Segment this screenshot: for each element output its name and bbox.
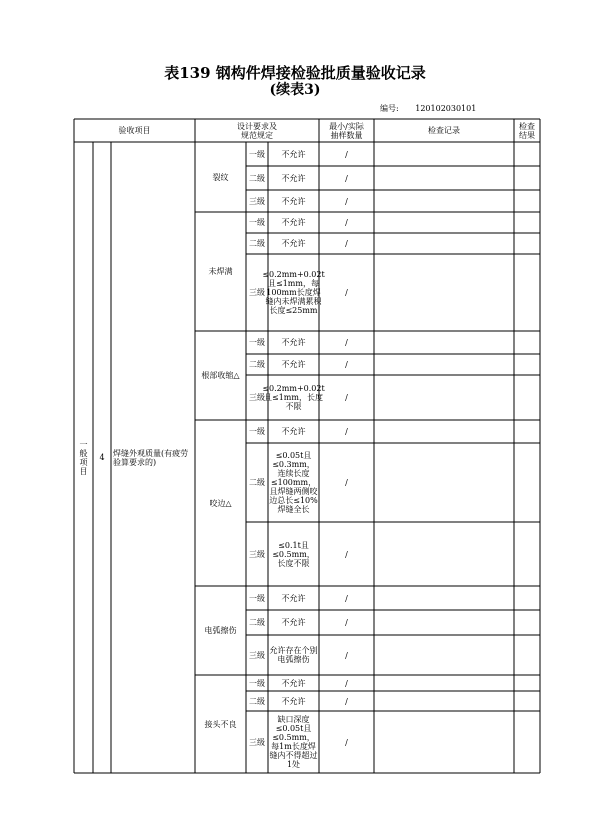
grade-cell-text: 一级 — [249, 593, 265, 603]
grade-cell — [246, 212, 268, 233]
requirement-cell-text: 不允许 — [281, 218, 306, 227]
requirement-cell — [268, 212, 319, 233]
grade-cell-text: 一级 — [249, 218, 265, 227]
requirement-cell — [268, 586, 319, 610]
requirement-cell — [268, 691, 319, 711]
result-cell — [514, 675, 540, 691]
sample-cell-text: / — [345, 218, 348, 227]
sample-cell — [319, 675, 374, 691]
result-cell — [514, 166, 540, 190]
sample-cell-text: / — [345, 650, 348, 660]
category-label: 一般项目 — [79, 439, 88, 476]
grade-cell-text: 二级 — [249, 618, 265, 627]
requirement-cell-text: ≤0.1t且≤0.5mm，长度不限 — [272, 540, 315, 568]
sample-cell — [319, 586, 374, 610]
grade-cell — [246, 190, 268, 212]
requirement-cell — [268, 610, 319, 635]
header-result — [514, 119, 540, 142]
requirement-cell-text: 不允许 — [281, 360, 306, 369]
sample-cell — [319, 254, 374, 331]
requirement-cell-text: 不允许 — [281, 696, 306, 706]
sample-cell — [319, 375, 374, 420]
record-cell — [374, 586, 514, 610]
sample-cell-text: / — [345, 239, 348, 248]
record-cell — [374, 691, 514, 711]
sample-cell — [319, 212, 374, 233]
defect-name — [195, 331, 246, 420]
requirement-cell — [268, 443, 319, 522]
requirement-cell — [268, 142, 319, 166]
sample-cell — [319, 233, 374, 254]
grade-cell — [246, 331, 268, 354]
item-name — [111, 142, 195, 773]
record-cell — [374, 142, 514, 166]
grade-cell — [246, 443, 268, 522]
record-cell — [374, 711, 514, 773]
requirement-cell-text: 不允许 — [281, 427, 306, 436]
header-result-text: 检查 结果 — [519, 121, 535, 140]
requirement-cell-text: 不允许 — [281, 149, 306, 159]
grade-cell-text: 三级 — [249, 288, 265, 297]
grade-cell — [246, 586, 268, 610]
record-cell — [374, 354, 514, 375]
requirement-cell — [268, 711, 319, 773]
sample-cell — [319, 166, 374, 190]
grade-cell — [246, 691, 268, 711]
sample-cell — [319, 691, 374, 711]
sample-cell-text: / — [345, 737, 348, 747]
defect-name-text: 接头不良 — [204, 719, 237, 729]
grade-cell — [246, 420, 268, 443]
code-value: 120102030101 — [415, 104, 477, 113]
record-cell — [374, 166, 514, 190]
grade-cell-text: 三级 — [249, 650, 265, 660]
result-cell — [514, 711, 540, 773]
result-cell — [514, 212, 540, 233]
record-cell — [374, 331, 514, 354]
requirement-cell-text: ≤0.05t且≤0.3mm，连续长度≤100mm，且焊缝两侧咬边总长≤10%焊缝全长 — [269, 451, 318, 514]
grade-cell — [246, 166, 268, 190]
sample-cell-text: / — [345, 173, 348, 183]
requirement-cell-text: 不允许 — [281, 593, 306, 603]
requirement-cell — [268, 675, 319, 691]
sample-cell — [319, 522, 374, 586]
record-cell — [374, 375, 514, 420]
defect-name-text: 电弧擦伤 — [204, 626, 237, 635]
sample-cell-text: / — [345, 393, 348, 402]
defect-name-text: 裂纹 — [212, 172, 229, 182]
result-cell — [514, 233, 540, 254]
result-cell — [514, 375, 540, 420]
record-cell — [374, 212, 514, 233]
sample-cell — [319, 331, 374, 354]
result-cell — [514, 443, 540, 522]
requirement-cell-text: 不允许 — [281, 678, 306, 688]
defect-name-text: 未焊满 — [208, 267, 233, 276]
sample-cell — [319, 711, 374, 773]
sample-cell-text: / — [345, 549, 348, 559]
record-cell — [374, 522, 514, 586]
grade-cell-text: 一级 — [249, 149, 265, 159]
grade-cell-text: 三级 — [249, 393, 265, 402]
defect-name-text: 根部收缩△ — [201, 371, 240, 380]
defect-name-text: 咬边△ — [209, 498, 232, 508]
record-cell — [374, 443, 514, 522]
sample-cell-text: / — [345, 696, 348, 706]
sample-cell-text: / — [345, 478, 348, 487]
result-cell — [514, 522, 540, 586]
sample-cell-text: / — [345, 196, 348, 206]
requirement-cell — [268, 522, 319, 586]
item-number-text: 4 — [99, 453, 105, 462]
category-cell — [74, 142, 93, 773]
record-cell — [374, 635, 514, 675]
record-cell — [374, 420, 514, 443]
requirement-cell-text: 不允许 — [281, 239, 306, 248]
sample-cell-text: / — [345, 678, 348, 688]
defect-name — [195, 142, 246, 212]
header-design — [195, 119, 319, 142]
requirement-cell-text: ≤0.2mm+0.02t且≤1mm，每100mm长度焊缝内未焊满累积长度≤25mm — [262, 270, 325, 315]
sample-cell — [319, 610, 374, 635]
sample-cell — [319, 190, 374, 212]
item-number — [93, 142, 111, 773]
result-cell — [514, 586, 540, 610]
result-cell — [514, 142, 540, 166]
sample-cell-text: / — [345, 618, 348, 627]
record-cell — [374, 675, 514, 691]
grade-cell — [246, 233, 268, 254]
document-title: 表139 钢构件焊接检验批质量验收记录 — [164, 64, 426, 82]
requirement-cell-text: 不允许 — [281, 173, 306, 183]
requirement-cell-text: 允许存在个别电弧擦伤 — [269, 646, 318, 664]
header-sample — [319, 119, 374, 142]
requirement-cell-text: 不允许 — [281, 618, 306, 627]
requirement-cell — [268, 331, 319, 354]
header-design-text: 设计要求及 规范规定 — [237, 121, 277, 140]
requirement-cell-text: ≤0.2mm+0.02t且≤1mm，长度不限 — [262, 384, 325, 411]
result-cell — [514, 420, 540, 443]
requirement-cell — [262, 375, 325, 420]
requirement-cell — [268, 190, 319, 212]
grade-cell-text: 一级 — [249, 338, 265, 347]
sample-cell — [319, 142, 374, 166]
defect-name — [195, 586, 246, 675]
grade-cell-text: 三级 — [249, 196, 265, 206]
result-cell — [514, 610, 540, 635]
sample-cell — [319, 443, 374, 522]
grade-cell-text: 二级 — [249, 478, 265, 487]
requirement-cell — [268, 635, 319, 675]
sample-cell-text: / — [345, 338, 348, 347]
grade-cell — [246, 354, 268, 375]
result-cell — [514, 254, 540, 331]
header-item — [74, 119, 195, 142]
grade-cell-text: 二级 — [249, 696, 265, 706]
result-cell — [514, 354, 540, 375]
requirement-cell-text: 不允许 — [281, 196, 306, 206]
sample-cell-text: / — [345, 288, 348, 297]
requirement-cell — [262, 254, 325, 331]
defect-name — [195, 212, 246, 331]
grade-cell-text: 三级 — [249, 737, 265, 747]
grade-cell-text: 二级 — [249, 239, 265, 248]
sample-cell-text: / — [345, 427, 348, 436]
grade-cell — [246, 610, 268, 635]
sample-cell-text: / — [345, 149, 348, 159]
grade-cell — [246, 522, 268, 586]
result-cell — [514, 635, 540, 675]
grade-cell-text: 二级 — [249, 173, 265, 183]
requirement-cell-text: 缺口深度≤0.05t且≤0.5mm，每1m长度焊缝内不得超过1处 — [269, 715, 318, 769]
grade-cell — [246, 142, 268, 166]
header-record — [374, 119, 514, 142]
requirement-cell-text: 不允许 — [281, 338, 306, 347]
requirement-cell — [268, 166, 319, 190]
record-cell — [374, 190, 514, 212]
record-cell — [374, 610, 514, 635]
grade-cell — [246, 635, 268, 675]
defect-name — [195, 675, 246, 773]
header-record-text: 检查记录 — [428, 126, 460, 135]
sample-cell-text: / — [345, 360, 348, 369]
grade-cell-text: 三级 — [249, 549, 265, 559]
document-subtitle: (续表3) — [269, 82, 321, 98]
header-item-text: 验收项目 — [118, 126, 151, 135]
grade-cell-text: 一级 — [249, 678, 265, 688]
result-cell — [514, 331, 540, 354]
result-cell — [514, 691, 540, 711]
record-cell — [374, 254, 514, 331]
item-name-text: 焊缝外观质量(有疲劳验算要求的) — [113, 448, 189, 467]
grade-cell — [246, 675, 268, 691]
requirement-cell — [268, 420, 319, 443]
requirement-cell — [268, 354, 319, 375]
record-cell — [374, 233, 514, 254]
sample-cell — [319, 635, 374, 675]
code-label: 编号: — [380, 104, 399, 113]
grade-cell-text: 二级 — [249, 360, 265, 369]
header-sample-text: 最小/实际 抽样数量 — [329, 121, 364, 140]
result-cell — [514, 190, 540, 212]
sample-cell-text: / — [345, 593, 348, 603]
grade-cell-text: 一级 — [249, 427, 265, 436]
grade-cell — [246, 711, 268, 773]
defect-name — [195, 420, 246, 586]
requirement-cell — [268, 233, 319, 254]
sample-cell — [319, 420, 374, 443]
sample-cell — [319, 354, 374, 375]
